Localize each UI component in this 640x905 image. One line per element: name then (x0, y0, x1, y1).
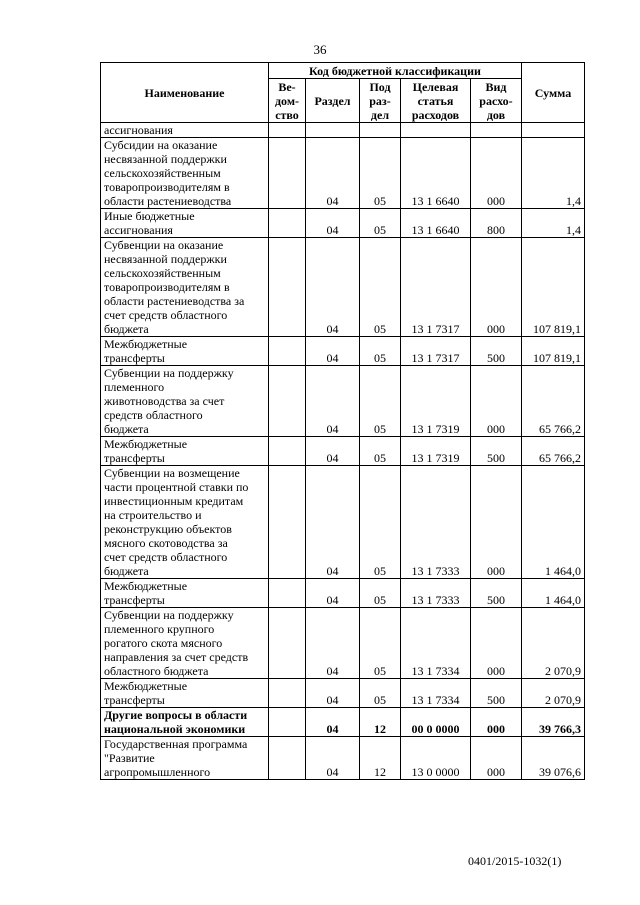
cell-name: Межбюджетные трансферты (101, 437, 269, 466)
cell-sum: 1 464,0 (522, 579, 585, 608)
cell-target-article: 00 0 0000 (401, 708, 471, 737)
cell-expense-type: 000 (471, 238, 522, 337)
table-row (101, 238, 585, 337)
cell-name: Государственная программа "Развитие агропромышленного (101, 737, 269, 780)
cell-razdel (306, 123, 360, 138)
table-body (101, 123, 585, 780)
cell-target-article: 13 1 7334 (401, 608, 471, 679)
cell-expense-type: 000 (471, 608, 522, 679)
cell-expense-type: 800 (471, 209, 522, 238)
cell-target-article: 13 1 7317 (401, 337, 471, 366)
cell-target-article: 13 1 7333 (401, 466, 471, 579)
cell-sum: 1 464,0 (522, 466, 585, 579)
header-name: Наименование (101, 63, 269, 123)
cell-expense-type: 000 (471, 737, 522, 780)
header-target-article: Целевая статья расходов (401, 79, 471, 123)
table-row (101, 466, 585, 579)
document-code: 0401/2015-1032(1) (468, 854, 562, 868)
cell-target-article: 13 1 6640 (401, 209, 471, 238)
table-row (101, 708, 585, 737)
cell-target-article: 13 1 7333 (401, 579, 471, 608)
header-razdel: Раздел (306, 79, 360, 123)
cell-expense-type: 000 (471, 708, 522, 737)
cell-name: Субвенции на поддержку племенного животноводства за счет средств областного бюджета (101, 366, 269, 437)
cell-expense-type: 000 (471, 366, 522, 437)
cell-razdel: 04 (306, 708, 360, 737)
cell-razdel: 04 (306, 679, 360, 708)
cell-sum: 2 070,9 (522, 679, 585, 708)
cell-expense-type: 500 (471, 337, 522, 366)
cell-podrazdel: 05 (360, 238, 401, 337)
cell-podrazdel: 05 (360, 366, 401, 437)
header-vedomstvo: Ве- дом- ство (269, 79, 306, 123)
cell-name: Иные бюджетные ассигнования (101, 209, 269, 238)
cell-name: Межбюджетные трансферты (101, 337, 269, 366)
cell-name: Субвенции на поддержку племенного крупного рогатого скота мясного направления за счет средств областного бюджета (101, 608, 269, 679)
cell-expense-type: 000 (471, 466, 522, 579)
cell-podrazdel: 05 (360, 579, 401, 608)
cell-podrazdel: 05 (360, 209, 401, 238)
cell-vedomstvo (269, 579, 306, 608)
cell-podrazdel: 12 (360, 708, 401, 737)
table-row (101, 737, 585, 780)
cell-vedomstvo (269, 209, 306, 238)
cell-razdel: 04 (306, 209, 360, 238)
cell-vedomstvo (269, 337, 306, 366)
cell-vedomstvo (269, 138, 306, 209)
table-row (101, 437, 585, 466)
cell-expense-type: 500 (471, 679, 522, 708)
cell-podrazdel: 05 (360, 466, 401, 579)
table-row (101, 123, 585, 138)
cell-target-article: 13 1 6640 (401, 138, 471, 209)
cell-expense-type: 000 (471, 138, 522, 209)
cell-vedomstvo (269, 679, 306, 708)
table-row (101, 608, 585, 679)
cell-sum: 107 819,1 (522, 238, 585, 337)
cell-podrazdel (360, 123, 401, 138)
cell-name: ассигнования (101, 123, 269, 138)
cell-razdel: 04 (306, 608, 360, 679)
table-row (101, 337, 585, 366)
cell-vedomstvo (269, 366, 306, 437)
cell-name: Субсидии на оказание несвязанной поддержки сельскохозяйственным товаропроизводителям в области растениеводства (101, 138, 269, 209)
cell-sum: 2 070,9 (522, 608, 585, 679)
budget-table (100, 62, 585, 780)
table-row (101, 138, 585, 209)
cell-target-article: 13 1 7334 (401, 679, 471, 708)
cell-vedomstvo (269, 466, 306, 579)
cell-sum (522, 123, 585, 138)
cell-target-article: 13 0 0000 (401, 737, 471, 780)
table-row (101, 579, 585, 608)
cell-razdel: 04 (306, 337, 360, 366)
cell-sum: 39 076,6 (522, 737, 585, 780)
cell-target-article: 13 1 7319 (401, 366, 471, 437)
cell-sum: 65 766,2 (522, 437, 585, 466)
table-row (101, 679, 585, 708)
cell-sum: 65 766,2 (522, 366, 585, 437)
cell-target-article (401, 123, 471, 138)
cell-podrazdel: 05 (360, 138, 401, 209)
cell-vedomstvo (269, 123, 306, 138)
cell-expense-type (471, 123, 522, 138)
cell-vedomstvo (269, 737, 306, 780)
cell-expense-type: 500 (471, 579, 522, 608)
cell-name: Другие вопросы в области национальной экономики (101, 708, 269, 737)
header-classification: Код бюджетной классификации (269, 63, 522, 79)
cell-name: Субвенции на возмещение части процентной ставки по инвестиционным кредитам на строительство и реконструкцию объектов мясного скотоводства за счет средств областного бюджета (101, 466, 269, 579)
cell-name: Межбюджетные трансферты (101, 579, 269, 608)
cell-podrazdel: 05 (360, 679, 401, 708)
cell-razdel: 04 (306, 737, 360, 780)
cell-razdel: 04 (306, 437, 360, 466)
cell-razdel: 04 (306, 466, 360, 579)
cell-razdel: 04 (306, 579, 360, 608)
table-row (101, 209, 585, 238)
cell-sum: 39 766,3 (522, 708, 585, 737)
header-sum: Сумма (522, 63, 585, 123)
cell-podrazdel: 05 (360, 437, 401, 466)
cell-sum: 1,4 (522, 209, 585, 238)
cell-podrazdel: 05 (360, 337, 401, 366)
cell-razdel: 04 (306, 366, 360, 437)
cell-expense-type: 500 (471, 437, 522, 466)
cell-sum: 107 819,1 (522, 337, 585, 366)
cell-target-article: 13 1 7317 (401, 238, 471, 337)
cell-podrazdel: 05 (360, 608, 401, 679)
header-expense-type: Вид расхо- дов (471, 79, 522, 123)
cell-name: Субвенции на оказание несвязанной поддержки сельскохозяйственным товаропроизводителям в области растениеводства за счет средств областного бюджета (101, 238, 269, 337)
cell-razdel: 04 (306, 238, 360, 337)
cell-razdel: 04 (306, 138, 360, 209)
cell-sum: 1,4 (522, 138, 585, 209)
page-number: 36 (313, 42, 327, 57)
header-podrazdel: Под раз- дел (360, 79, 401, 123)
table-row (101, 366, 585, 437)
cell-podrazdel: 12 (360, 737, 401, 780)
cell-target-article: 13 1 7319 (401, 437, 471, 466)
cell-name: Межбюджетные трансферты (101, 679, 269, 708)
cell-vedomstvo (269, 708, 306, 737)
cell-vedomstvo (269, 437, 306, 466)
cell-vedomstvo (269, 238, 306, 337)
cell-vedomstvo (269, 608, 306, 679)
